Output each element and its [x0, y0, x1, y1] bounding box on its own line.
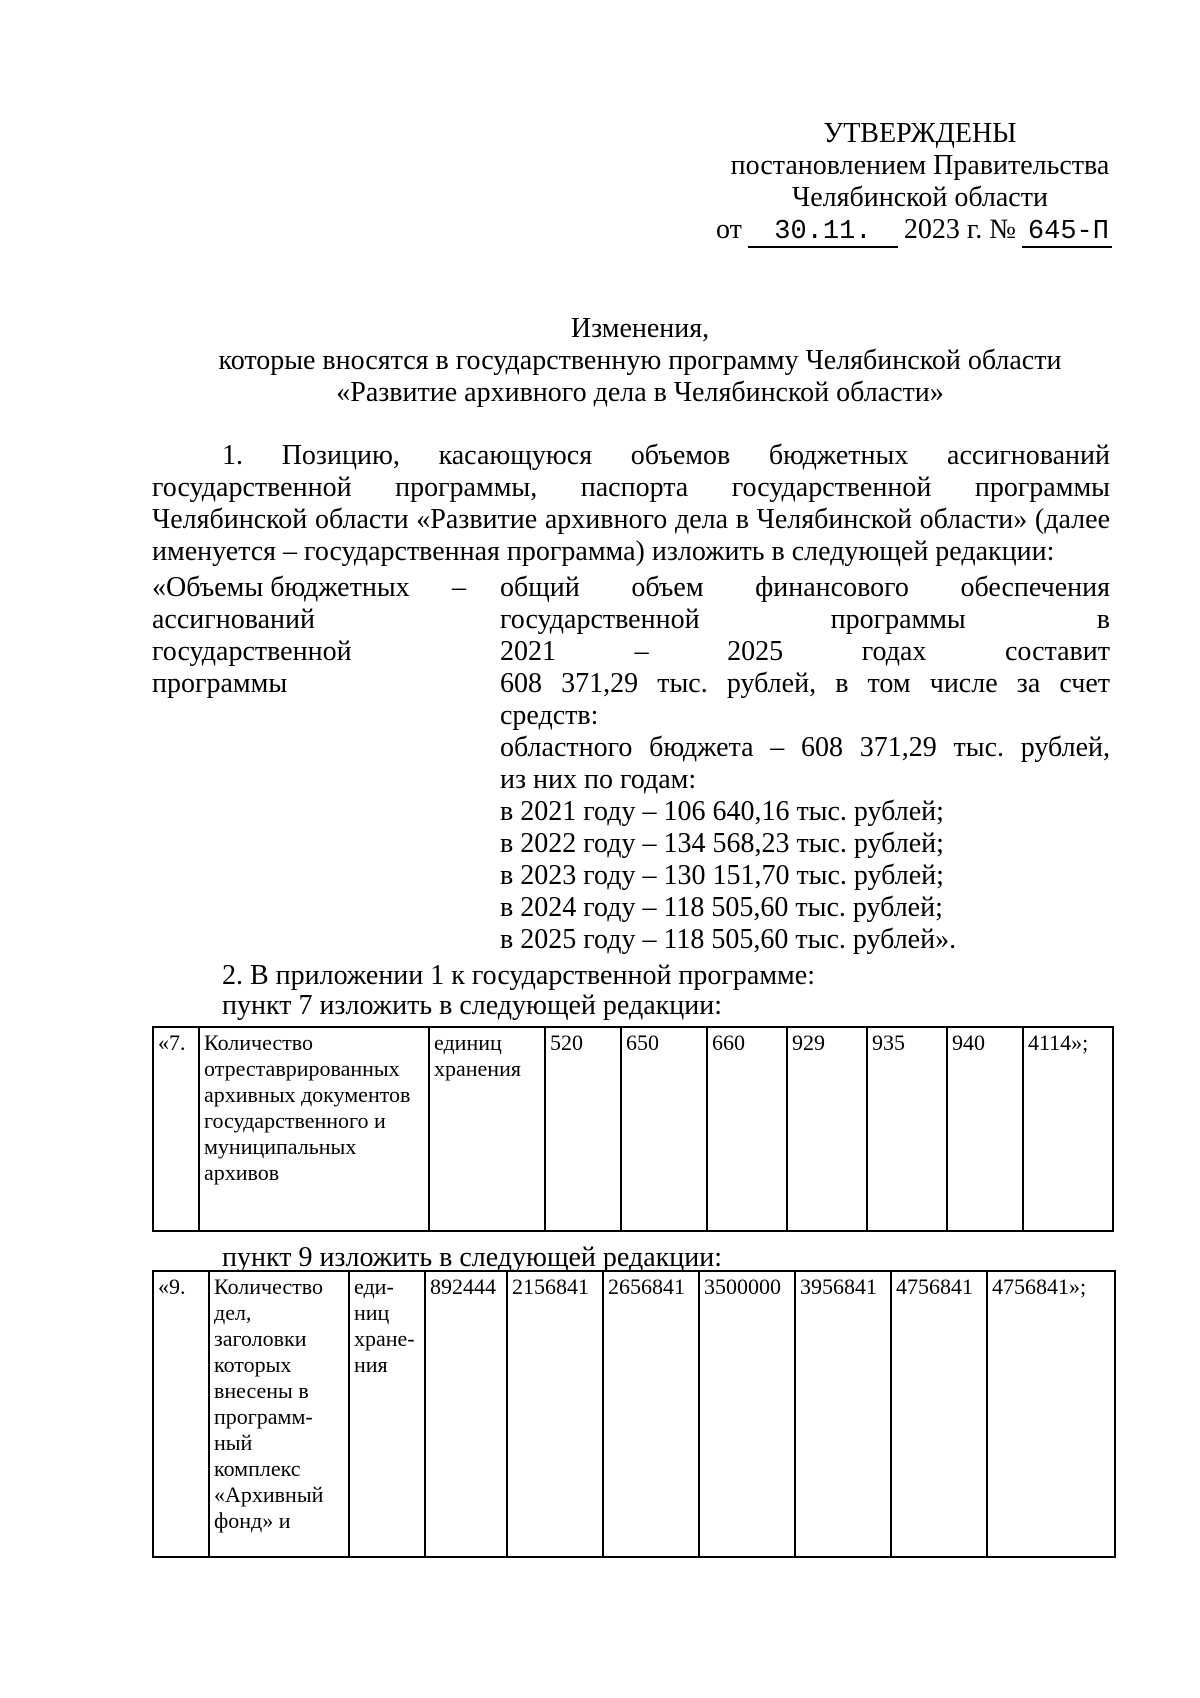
- table-item-9: [152, 1270, 1116, 1558]
- passport-left-line: ассигнований: [152, 604, 315, 635]
- passport-right-line: областного бюджета – 608 371,29 тыс. рублей,: [500, 732, 1110, 763]
- passport-right-line: общий объем финансового обеспечения: [500, 572, 1110, 603]
- approval-block: [700, 118, 1140, 246]
- table-cell-value: 4114»;: [1023, 1027, 1113, 1231]
- para1-line: именуется – государственная программа) изложить в следующей редакции:: [152, 536, 1055, 567]
- table-cell-value: 892444: [425, 1271, 507, 1557]
- table-cell-value: 660: [707, 1027, 787, 1231]
- passport-left-line: «Объемы бюджетных: [152, 572, 410, 603]
- passport-year-line: в 2023 году – 130 151,70 тыс. рублей;: [500, 860, 944, 891]
- paragraph-1: [152, 440, 1110, 568]
- table-row: [153, 1271, 1115, 1557]
- table-cell-num: «7.: [153, 1027, 199, 1231]
- approval-date: 30.11.: [748, 218, 898, 248]
- approval-line-2: постановлением Правительства: [730, 150, 1110, 181]
- title-line-1: Изменения,: [570, 313, 710, 344]
- from-label: от: [716, 214, 742, 245]
- year-label: 2023 г. №: [903, 214, 1016, 245]
- passport-left-line: государственной: [152, 636, 352, 667]
- table-cell-unit: единиц хранения: [429, 1027, 545, 1231]
- table-cell-unit: еди-ниц хране-ния: [349, 1271, 425, 1557]
- para1-line: Челябинской области «Развитие архивного дела в Челябинской области» (далее: [152, 504, 1110, 535]
- paragraph-2-item-7: пункт 7 изложить в следующей редакции:: [222, 990, 722, 1021]
- passport-left-line: программы: [152, 668, 288, 699]
- table-cell-value: 929: [787, 1027, 867, 1231]
- table-cell-value: 520: [545, 1027, 621, 1231]
- paragraph-item-9: пункт 9 изложить в следующей редакции:: [222, 1242, 722, 1273]
- passport-right-line: средств:: [500, 700, 599, 731]
- passport-year-line: в 2024 году – 118 505,60 тыс. рублей;: [500, 892, 943, 923]
- passport-dash: –: [452, 572, 466, 603]
- para1-line: государственной программы, паспорта государственной программы: [152, 472, 1110, 503]
- passport-year-line: в 2022 году – 134 568,23 тыс. рублей;: [500, 828, 944, 859]
- table-cell-value: 4756841»;: [987, 1271, 1115, 1557]
- approval-line-3: Челябинской области: [792, 182, 1048, 213]
- para1-line: 1. Позицию, касающуюся объемов бюджетных ассигнований: [222, 440, 1110, 471]
- table-cell-name: Количество дел, заголовки которых внесены в программ-ный комплекс «Архивный фонд» и: [209, 1271, 349, 1557]
- table-cell-num: «9.: [153, 1271, 209, 1557]
- approval-title: УТВЕРЖДЕНЫ: [823, 118, 1017, 149]
- paragraph-2: 2. В приложении 1 к государственной программе:: [222, 960, 815, 991]
- table-cell-value: 2656841: [603, 1271, 699, 1557]
- table-item-7: [152, 1026, 1114, 1232]
- title-line-2: которые вносятся в государственную программу Челябинской области: [218, 345, 1062, 376]
- passport-right-line: 608 371,29 тыс. рублей, в том числе за счет: [500, 668, 1110, 699]
- approval-number: 645-П: [1022, 218, 1112, 248]
- table-cell-value: 940: [947, 1027, 1023, 1231]
- approval-sign-line: [700, 214, 1140, 246]
- passport-right-line: из них по годам:: [500, 764, 697, 795]
- table-cell-value: 650: [621, 1027, 707, 1231]
- title-line-3: «Развитие архивного дела в Челябинской области»: [336, 377, 944, 408]
- table-cell-value: 4756841: [891, 1271, 987, 1557]
- table-cell-value: 935: [867, 1027, 947, 1231]
- table-cell-value: 2156841: [507, 1271, 603, 1557]
- passport-right-line: государственной программы в: [500, 604, 1110, 635]
- table-cell-value: 3500000: [699, 1271, 795, 1557]
- table-cell-value: 3956841: [795, 1271, 891, 1557]
- document-title: [150, 313, 1130, 409]
- passport-right-line: 2021 – 2025 годах составит: [500, 636, 1110, 667]
- passport-year-line: в 2025 году – 118 505,60 тыс. рублей».: [500, 924, 957, 955]
- passport-right: [500, 572, 1110, 956]
- passport-left: [152, 572, 442, 700]
- passport-year-line: в 2021 году – 106 640,16 тыс. рублей;: [500, 796, 944, 827]
- table-cell-name: Количество отреставрированных архивных документов государственного и муниципальных архивов: [199, 1027, 429, 1231]
- table-row: [153, 1027, 1113, 1231]
